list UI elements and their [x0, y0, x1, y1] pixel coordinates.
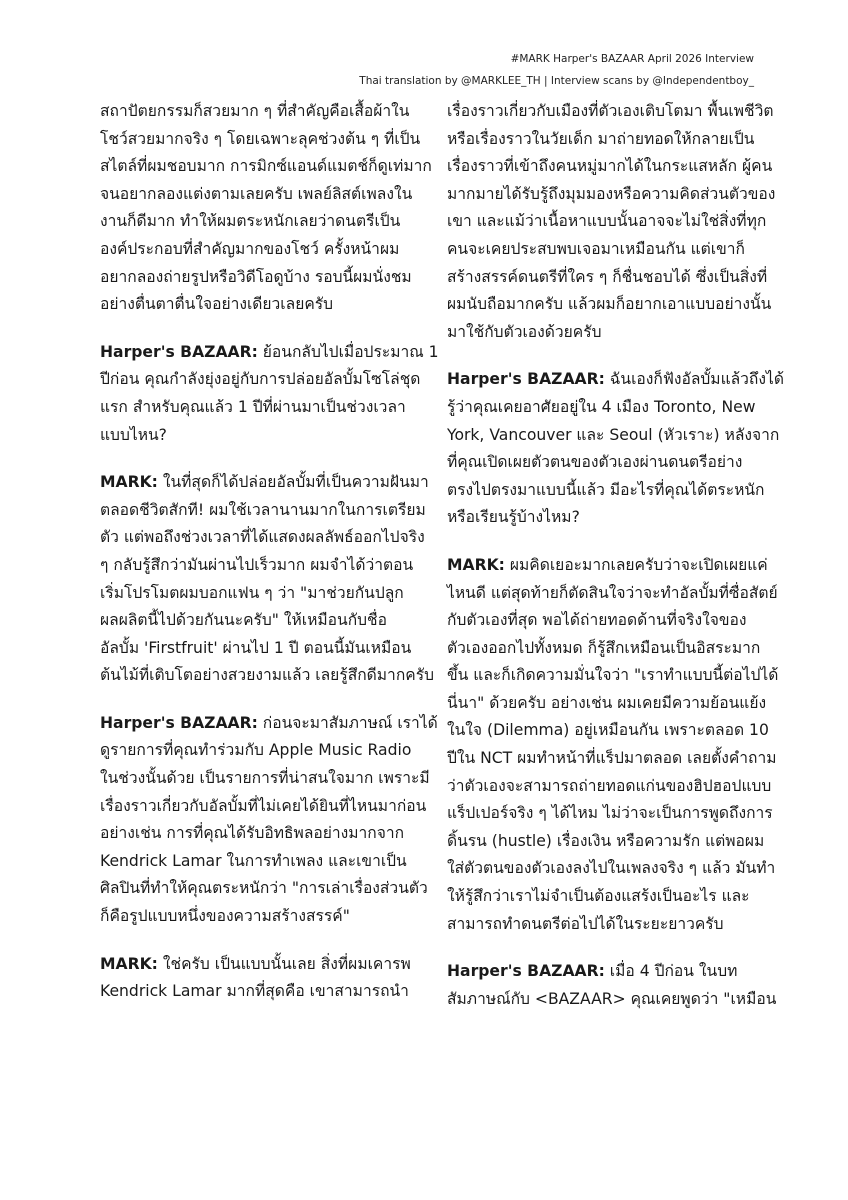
- line-text: แรก สำหรับคุณแล้ว 1 ปีที่ผ่านมาเป็นช่วงเวลา: [100, 397, 406, 416]
- text-line: [447, 911, 747, 939]
- text-line: [100, 580, 404, 608]
- speaker-label: MARK:: [100, 473, 158, 492]
- text-line: [447, 504, 747, 532]
- paragraph: [447, 958, 777, 1013]
- text-line: [100, 339, 439, 367]
- line-text: ก่อนจะมาสัมภาษณ์ เราได้: [257, 713, 438, 732]
- line-text: ดิ้นรน (hustle) เรื่องเงิน หรือความรัก แต่พอผม: [447, 831, 765, 850]
- speaker-label: Harper's BAZAAR:: [447, 370, 605, 389]
- line-text: ฉันเองก็ฟังอัลบั้มแล้วถึงได้: [604, 370, 784, 389]
- line-text: ศิลปินที่ทำให้คุณตระหนักว่า "การเล่าเรื่องส่วนตัว: [100, 879, 428, 898]
- text-line: [447, 552, 768, 580]
- line-text: ในช่วงนั้นด้วย เป็นรายการที่น่าสนใจมาก เพราะมี: [100, 769, 430, 788]
- text-line: [100, 607, 400, 635]
- line-text: แร็ปเปอร์จริง ๆ ได้ไหม ไม่ว่าจะเป็นการพูดถึงการ: [447, 804, 773, 823]
- line-text: อยากลองถ่ายรูปหรือวิดีโอดูบ้าง รอบนี้ผมนั่งชม: [100, 267, 412, 286]
- line-text: ผลผลิตนี้ไปด้วยกันนะครับ" ให้เหมือนกับชื่อ: [100, 611, 387, 630]
- speaker-label: Harper's BAZAAR:: [447, 962, 605, 981]
- line-text: กับตัวเองที่สุด พอได้ถ่ายทอดด้านที่จริงใจของ: [447, 611, 747, 630]
- text-line: [447, 449, 747, 477]
- speaker-label: MARK:: [447, 555, 505, 574]
- text-line: [447, 773, 772, 801]
- line-text: โชว์สวยมากจริง ๆ โดยเฉพาะลุคช่วงต้น ๆ ที่เป็น: [100, 129, 421, 148]
- text-line: [100, 875, 428, 903]
- paragraph: [100, 710, 438, 931]
- text-line: [447, 236, 747, 264]
- header-title: #MARK Harper's BAZAAR April 2026 Interview: [510, 53, 754, 65]
- text-line: [100, 264, 412, 292]
- line-text: ย้อนกลับไปเมื่อประมาณ 1: [257, 342, 439, 361]
- line-text: ใส่ตัวตนของตัวเองลงไปในเพลงจริง ๆ แล้ว มันทำ: [447, 859, 776, 878]
- text-line: [447, 986, 777, 1014]
- text-line: [100, 710, 438, 738]
- line-text: มาใช้กับตัวเองด้วยครับ: [447, 322, 602, 341]
- text-line: [447, 883, 750, 911]
- line-text: ปีก่อน คุณกำลังยุ่งอยู่กับการปล่อยอัลบั้มโซโล่ชุด: [100, 370, 421, 389]
- line-text: Kendrick Lamar มากที่สุดคือ เขาสามารถนำ: [100, 982, 409, 1001]
- text-line: [447, 394, 756, 422]
- text-line: [100, 497, 426, 525]
- text-line: [447, 153, 773, 181]
- text-line: [100, 181, 413, 209]
- text-line: [100, 126, 421, 154]
- paragraph: [447, 98, 776, 346]
- text-line: [447, 958, 747, 986]
- text-line: [447, 181, 776, 209]
- paragraph: [100, 951, 411, 1006]
- speaker-label: Harper's BAZAAR:: [100, 713, 258, 732]
- line-text: รู้ว่าคุณเคยอาศัยอยู่ใน 4 เมือง Toronto, New: [447, 397, 756, 416]
- line-text: งานก็ดีมาก ทำให้ผมตระหนักเลยว่าดนตรีเป็น: [100, 212, 401, 231]
- line-text: ผมนับถือมากครับ แล้วผมก็อยากเอาแบบอย่างนั้น: [447, 295, 772, 314]
- line-text: เรื่องราวเกี่ยวกับเมืองที่ตัวเองเติบโตมา พื้นเพชีวิต: [447, 102, 774, 120]
- line-text: มากมายได้รับรู้ถึงมุมมองหรือความคิดส่วนตัวของ: [447, 184, 776, 203]
- text-line: [447, 98, 774, 126]
- text-line: [100, 153, 432, 181]
- line-text: ตัว แต่พอถึงช่วงเวลาที่ได้แสดงผลลัพธ์ออกไปจริง: [100, 528, 425, 547]
- text-line: [100, 469, 429, 497]
- right-column: [447, 98, 784, 1033]
- paragraph: [100, 98, 432, 319]
- line-text: อย่างตื่นตาตื่นใจอย่างเดียวเลยครับ: [100, 295, 334, 314]
- text-line: [100, 366, 421, 394]
- header-credits: Thai translation by @MARKLEE_TH | Interview scans by @Independentboy_: [359, 75, 754, 87]
- text-line: [100, 552, 414, 580]
- text-line: [447, 635, 761, 663]
- text-line: [447, 291, 772, 319]
- line-text: เริ่มโปรโมตผมบอกแฟน ๆ ว่า "มาช่วยกันปลูก: [100, 583, 404, 602]
- text-line: [447, 366, 784, 394]
- line-text: หรือเรื่องราวในวัยเด็ก มาถ่ายทอดให้กลายเป็น: [447, 129, 755, 148]
- line-text: คนจะเคยประสบพบเจอมาเหมือนกัน แต่เขาก็: [447, 239, 745, 258]
- text-line: [100, 236, 400, 264]
- line-text: สัมภาษณ์กับ <BAZAAR> คุณเคยพูดว่า "เหมือน: [447, 989, 777, 1008]
- line-text: ต้นไม้ที่เติบโตอย่างสวยงามแล้ว เลยรู้สึกดีมากครับ: [100, 666, 434, 685]
- line-text: ดูรายการที่คุณทำร่วมกับ Apple Music Radio: [100, 741, 412, 760]
- text-line: [447, 800, 773, 828]
- text-line: [447, 690, 767, 718]
- text-line: [100, 208, 400, 236]
- text-line: [100, 98, 410, 126]
- line-text: Kendrick Lamar ในการทำเพลง และเขาเป็น: [100, 851, 407, 870]
- line-text: ว่าตัวเองจะสามารถถ่ายทอดแก่นของฮิปฮอปแบบ: [447, 776, 772, 795]
- text-line: [100, 848, 407, 876]
- line-text: เขา และแม้ว่าเนื้อหาแบบนั้นอาจจะไม่ใช่สิ่งที่ทุก: [447, 212, 767, 231]
- text-line: [100, 903, 400, 931]
- text-line: [100, 765, 430, 793]
- line-text: ตลอดชีวิตสักที! ผมใช้เวลานานมากในการเตรียม: [100, 500, 426, 519]
- line-text: เมื่อ 4 ปีก่อน ในบท: [604, 962, 738, 981]
- line-text: องค์ประกอบที่สำคัญมากของโชว์ ครั้งหน้าผม: [100, 239, 400, 258]
- line-text: อัลบั้ม 'Firstfruit' ผ่านไป 1 ปี ตอนนี้มันเหมือน: [100, 638, 412, 657]
- line-text: สไตล์ที่ผมชอบมาก การมิกซ์แอนด์แมตช์ก็ดูเท่มาก: [100, 157, 432, 176]
- line-text: ที่คุณเปิดเผยตัวตนของตัวเองผ่านดนตรีอย่าง: [447, 453, 743, 472]
- line-text: ตัวเองออกไปทั้งหมด ก็รู้สึกเหมือนเป็นอิสระมาก: [447, 638, 761, 657]
- line-text: เรื่องราวที่เข้าถึงคนหมู่มากได้ในกระแสหลัก ผู้คน: [447, 157, 773, 176]
- line-text: อย่างเช่น การที่คุณได้รับอิทธิพลอย่างมากจาก: [100, 824, 405, 843]
- text-line: [100, 291, 400, 319]
- line-text: เรื่องราวเกี่ยวกับอัลบั้มที่ไม่เคยได้ยินที่ไหนมาก่อน: [100, 796, 427, 815]
- paragraph: [100, 469, 434, 690]
- text-line: [447, 208, 767, 236]
- line-text: ให้รู้สึกว่าเราไม่จำเป็นต้องแสร้งเป็นอะไร และ: [447, 887, 750, 906]
- line-text: นี่นา" ด้วยครับ อย่างเช่น ผมเคยมีความย้อนแย้ง: [447, 693, 767, 712]
- line-text: ปีใน NCT ผมทำหน้าที่แร็ปมาตลอด เลยตั้งคำถาม: [447, 749, 777, 768]
- text-line: [447, 855, 776, 883]
- text-line: [447, 607, 747, 635]
- text-line: [447, 828, 765, 856]
- line-text: จนอยากลองแต่งตามเลยครับ เพลย์ลิสต์เพลงใน: [100, 184, 413, 203]
- text-line: [447, 126, 755, 154]
- line-text: ผมคิดเยอะมากเลยครับว่าจะเปิดเผยแค่: [504, 555, 768, 574]
- text-line: [100, 635, 412, 663]
- line-text: หรือเรียนรู้บ้างไหม?: [447, 508, 580, 527]
- text-line: [447, 319, 747, 347]
- text-line: [100, 951, 411, 979]
- text-line: [100, 820, 405, 848]
- text-line: [100, 662, 434, 690]
- text-line: [447, 662, 779, 690]
- line-text: ตรงไปตรงมาแบบนี้แล้ว มีอะไรที่คุณได้ตระหนัก: [447, 480, 765, 499]
- text-line: [447, 477, 765, 505]
- page-header: [359, 48, 754, 92]
- line-text: สามารถทำดนตรีต่อไปได้ในระยะยาวครับ: [447, 914, 724, 933]
- text-line: [100, 737, 412, 765]
- line-text: สร้างสรรค์ดนตรีที่ใคร ๆ ก็ชื่นชอบได้ ซึ่งเป็นสิ่งที่: [447, 267, 768, 286]
- left-column: [100, 98, 439, 1026]
- line-text: ๆ กลับรู้สึกว่ามันผ่านไปเร็วมาก ผมจำได้ว่าตอน: [100, 555, 414, 574]
- line-text: ไหนดี แต่สุดท้ายก็ตัดสินใจว่าจะทำอัลบั้มที่ซื่อสัตย์: [447, 583, 778, 602]
- text-line: [447, 264, 768, 292]
- text-line: [447, 580, 778, 608]
- line-text: York, Vancouver และ Seoul (หัวเราะ) หลังจาก: [447, 425, 780, 444]
- text-line: [100, 394, 406, 422]
- line-text: ในใจ (Dilemma) อยู่เหมือนกัน เพราะตลอด 10: [447, 721, 769, 740]
- paragraph: [447, 552, 779, 938]
- text-line: [100, 422, 400, 450]
- speaker-label: MARK:: [100, 954, 158, 973]
- text-line: [100, 524, 425, 552]
- text-line: [447, 717, 769, 745]
- text-line: [447, 745, 777, 773]
- line-text: ขึ้น และก็เกิดความมั่นใจว่า "เราทำแบบนี้ต่อไปได้: [447, 666, 779, 685]
- text-line: [100, 978, 409, 1006]
- text-line: [100, 793, 427, 821]
- line-text: สถาปัตยกรรมก็สวยมาก ๆ ที่สำคัญคือเสื้อผ้าใน: [100, 102, 410, 120]
- paragraph: [447, 366, 784, 532]
- speaker-label: Harper's BAZAAR:: [100, 342, 258, 361]
- line-text: แบบไหน?: [100, 425, 167, 444]
- text-line: [447, 422, 780, 450]
- line-text: ก็คือรูปแบบหนึ่งของความสร้างสรรค์": [100, 907, 350, 926]
- paragraph: [100, 339, 439, 449]
- line-text: ในที่สุดก็ได้ปล่อยอัลบั้มที่เป็นความฝันมา: [157, 473, 429, 492]
- line-text: ใช่ครับ เป็นแบบนั้นเลย สิ่งที่ผมเคารพ: [157, 954, 411, 973]
